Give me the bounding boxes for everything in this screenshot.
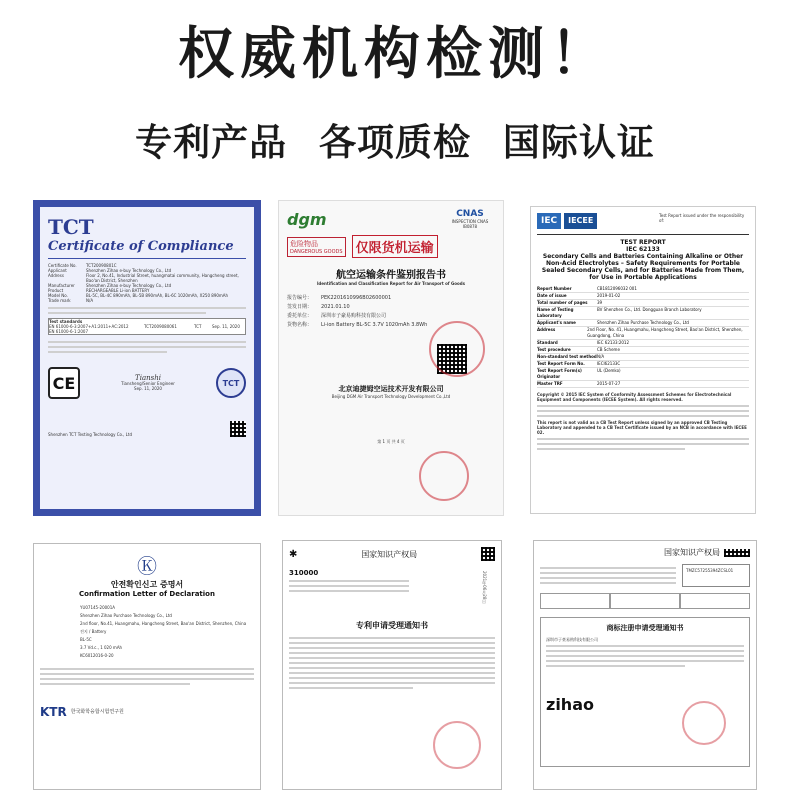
- date-stamp: 2021年06月28日: [482, 571, 487, 604]
- field-value: Shenzhen Zihao e-buy Technology Co., Ltd: [86, 268, 172, 273]
- row-key: Test procedure: [537, 347, 571, 352]
- report-no: PEK2201610996B02600001: [321, 295, 392, 301]
- qr-code-icon: [230, 421, 246, 437]
- page-headline: 权威机构检测！: [178, 22, 612, 87]
- standards-table: [48, 318, 246, 335]
- field-label: 报告编号：: [287, 295, 313, 301]
- dangerous-cn: 危险物品: [290, 239, 318, 248]
- issue-date: 2021.01.10: [321, 304, 350, 310]
- tct-footer: Shenzhen TCT Testing Technology Co., Ltd: [48, 432, 133, 437]
- row-value: 39: [597, 300, 603, 305]
- field-label: 签发日期：: [287, 304, 313, 310]
- page-subheadline: 专利产品 各项质检 国际认证: [135, 121, 655, 164]
- dgm-logo: dgm: [287, 209, 327, 229]
- report-table-row: [537, 354, 749, 361]
- row-value: N/A: [597, 354, 605, 359]
- validity-note: This report is not valid as a CB Test Report unless signed by an approved CB Testing Laboratory and appended to a CB Test Certificate issued by an NCB in accordance with IECEE 02.: [537, 420, 747, 435]
- ip-office: 国家知识产权局: [361, 549, 418, 559]
- emblem-icon: ✱: [289, 548, 298, 560]
- kc-address: 2nd floor, No.41, Huangmahu, Hangcheng Street, Bao'an District, Shenzhen, China: [80, 621, 247, 626]
- kc-title-kr: 안전확인신고 증명서: [110, 580, 184, 589]
- report-table-row: [537, 347, 749, 354]
- kc-no: YU07145-20001A: [80, 605, 115, 610]
- postcode: 310000: [289, 569, 319, 577]
- kc-item: 전지 / Battery: [80, 629, 107, 634]
- cert-fields: [48, 263, 246, 303]
- report-table-row: [537, 286, 749, 293]
- report-table: [537, 286, 749, 388]
- row-key: Standard: [537, 340, 558, 345]
- notice-title: 专利申请受理通知书: [356, 621, 428, 630]
- report-no: TCT2009080061: [144, 324, 177, 329]
- cargo-only-label: 仅限货机运输: [352, 235, 438, 258]
- issuer-en: Beijing DGM Air Transport Technology Development Co.,Ltd: [331, 394, 451, 399]
- issue-date: Sep. 11, 2020: [212, 324, 240, 329]
- issued-by: TCT: [194, 324, 202, 329]
- row-value: Shenzhen Zihao Purchase Technology Co., Ltd: [597, 320, 689, 325]
- row-value: CB Scheme: [597, 347, 620, 352]
- report-table-row: [537, 327, 749, 340]
- field-label: Trade mark: [48, 298, 71, 303]
- barcode-icon: [724, 549, 750, 557]
- row-key: Test Report Form(s) Originator: [537, 368, 582, 379]
- row-value: 2019-01-02: [597, 293, 621, 298]
- row-key: Test Report Form No.: [537, 361, 585, 366]
- kc-rating: 3.7 Vd.c., 1 020 mAh: [80, 645, 123, 650]
- report-type: TEST REPORT: [620, 239, 666, 246]
- ktr-logo: KTR: [40, 705, 67, 719]
- red-seal-icon: [429, 321, 485, 377]
- responsibility-note: Test Report issued under the responsibility of:: [659, 213, 745, 223]
- field-value: Floor 2, No.41, Industrial Street, huangmatai community, Hangcheng street, Bao'an District, Shenzhen: [86, 273, 239, 283]
- copyright-note: Copyright © 2015 IEC System of Conformity Assessment Schemes for Electrotechnical Equipment and Components (IECEE System). All rights reserved.: [537, 392, 732, 402]
- iec-logo: IEC: [537, 213, 561, 229]
- goods: Li-ion Battery BL-5C 3.7V 1020mAh 3.8Wh: [321, 322, 428, 328]
- client: 深圳市子豪易购科技有限公司: [321, 313, 387, 319]
- field-label: Product: [48, 288, 64, 293]
- field-value: TCT20090801C: [86, 263, 117, 268]
- row-value: BV Shenzhen Co., Ltd. Dongguan Branch Laboratory: [597, 307, 702, 312]
- kc-model: BL-5C: [80, 637, 92, 642]
- notice-title: 商标注册申请受理通知书: [606, 624, 684, 632]
- row-key: Date of issue: [537, 293, 567, 298]
- row-value: IEC 62133:2012: [597, 340, 630, 345]
- barcode-icon: [481, 547, 495, 561]
- signer-title: Tiansheng/Senior Engineer: [121, 380, 175, 386]
- iec-test-report: [530, 206, 756, 514]
- field-label: Manufacturer: [48, 283, 75, 288]
- field-value: BL-5C, BL-4C 890mAh, BL-5B 890mAh, BL-6C 1020mAh, X250 890mAh: [86, 293, 229, 298]
- signature: Tianshi: [135, 373, 161, 382]
- ip-office: 国家知识产权局: [664, 548, 720, 557]
- field-label: 委托单位：: [287, 313, 313, 319]
- field-label: 货物名称：: [287, 322, 313, 328]
- report-title-en: Identification and Classification Report for Air Transport of Goods: [316, 281, 466, 286]
- red-seal-icon: [419, 451, 469, 501]
- kc-title-en: Confirmation Letter of Declaration: [79, 590, 215, 598]
- row-key: Applicant's name: [537, 320, 576, 325]
- red-seal-icon: [433, 721, 481, 769]
- report-table-row: [537, 293, 749, 300]
- report-table-row: [537, 307, 749, 320]
- row-key: Name of Testing Laboratory: [537, 307, 574, 318]
- certificate-heading: Certificate of Compliance: [48, 239, 234, 254]
- report-table-row: [537, 300, 749, 307]
- tm-applicant: 深圳市子豪易购科技有限公司: [546, 637, 598, 642]
- field-value: Shenzhen Zihao e-buy Technology Co., Ltd: [86, 283, 172, 288]
- ce-mark: CE: [48, 367, 80, 399]
- page-number: 第 1 页 共 4 页: [377, 439, 405, 444]
- field-label: Certificate No.: [48, 263, 77, 268]
- report-title-cn: 航空运输条件鉴别报告书: [336, 270, 446, 281]
- report-table-row: [537, 320, 749, 327]
- row-key: Non-standard test method: [537, 354, 597, 359]
- report-table-row: [537, 361, 749, 368]
- patent-notice: [282, 540, 502, 790]
- tct-certificate: [33, 200, 261, 516]
- field-value: RECHARGEABLE Li-ion BATTERY: [86, 288, 150, 293]
- row-key: Total number of pages: [537, 300, 588, 305]
- kc-mark-icon: Ⓚ: [137, 554, 157, 578]
- iecee-logo: IECEE: [564, 213, 597, 229]
- ktr-name: 한국화학융합시험연구원: [70, 708, 124, 715]
- air-transport-report: [278, 200, 504, 516]
- kc-confirmation-letter: [33, 543, 261, 790]
- issuer: 北京迪捷姆空运技术开发有限公司: [338, 385, 444, 393]
- dangerous-goods-label: [287, 237, 346, 257]
- tm-code: TMZC57255394ZCSL01: [682, 564, 750, 587]
- kc-applicant: Shenzhen Zihao Purchase Technology Co., Ltd: [80, 613, 172, 618]
- row-value: IECI62133C: [597, 361, 621, 366]
- red-seal-icon: [682, 701, 726, 745]
- tm-body: [540, 617, 750, 767]
- cnas-logo: CNAS: [456, 209, 484, 219]
- dangerous-en: DANGEROUS GOODS: [290, 248, 343, 255]
- report-table-row: [537, 340, 749, 347]
- row-value: UL (Demko): [597, 368, 621, 373]
- tm-table: [540, 593, 750, 609]
- row-value: CB1812096032 001: [597, 286, 637, 291]
- row-value: 2015-07-27: [597, 381, 621, 386]
- report-title: Secondary Cells and Batteries Containing Alkaline or Other Non-Acid Electrolytes – Safety Requirements for Portable Sealed Secondary Cells, and for Batteries Made from Them, for Use in Portable Applications: [541, 253, 745, 281]
- field-label: Model No.: [48, 293, 68, 298]
- row-value: 2nd Floor, No. 41, Huangmahu, Hangcheng Street, Bao'an District, Shenzhen, Guangdong, China: [587, 327, 743, 338]
- field-label: Applicant: [48, 268, 67, 273]
- tct-seal: TCT: [216, 368, 246, 398]
- report-table-row: [537, 368, 749, 381]
- standard-no: IEC 62133: [626, 246, 660, 253]
- row-key: Master TRF: [537, 381, 563, 386]
- row-key: Report Number: [537, 286, 572, 291]
- trademark-notice: [533, 540, 757, 790]
- standard-1: EN 61000-6-3:2007+A1:2011+AC:2012: [49, 324, 129, 329]
- row-key: Address: [537, 327, 556, 332]
- standards-label: Test standards: [49, 319, 83, 324]
- standard-2: EN 61000-6-1:2007: [49, 329, 89, 334]
- sign-date: Sep. 11, 2020: [134, 385, 162, 391]
- tct-brand: TCT: [48, 215, 94, 239]
- field-label: Address: [48, 273, 64, 278]
- cnas-label: INSPECTION CNAS IB0878: [451, 219, 489, 229]
- report-table-row: [537, 381, 749, 388]
- kc-cert-no: KC6012016-0-20: [80, 653, 114, 658]
- field-value: N/A: [86, 298, 94, 303]
- brand-logo: zihao: [546, 695, 594, 714]
